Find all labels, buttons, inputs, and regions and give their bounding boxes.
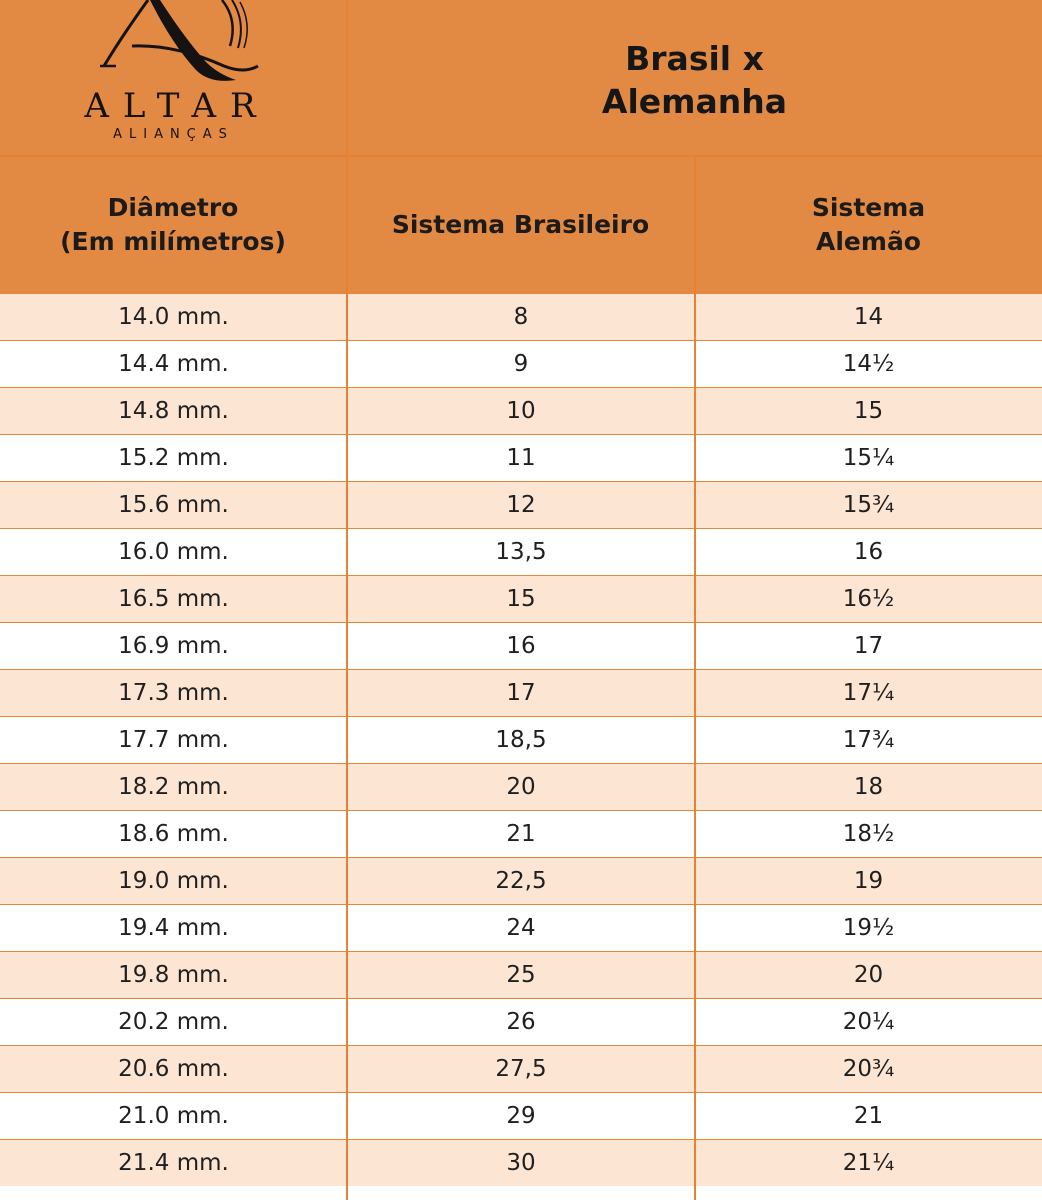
brazilian-size-cell: 22,5 xyxy=(495,868,547,894)
header-divider xyxy=(0,155,1042,157)
diameter-cell: 17.3 mm. xyxy=(118,680,229,706)
table-title: Brasil x Alemanha xyxy=(601,39,788,121)
brazilian-size-cell: 18,5 xyxy=(495,727,547,753)
german-size-cell: 18½ xyxy=(842,821,895,847)
brazilian-size-cell: 27,5 xyxy=(495,1056,547,1082)
diameter-cell: 16.0 mm. xyxy=(118,539,229,565)
brand-subtitle: ALIANÇAS xyxy=(113,127,234,142)
brazilian-size-cell: 30 xyxy=(506,1150,536,1176)
diameter-cell: 16.5 mm. xyxy=(118,586,229,612)
diameter-cell: 14.4 mm. xyxy=(118,351,229,377)
diameter-cell: 18.6 mm. xyxy=(118,821,229,847)
german-size-cell: 20 xyxy=(853,962,884,988)
table-row xyxy=(0,293,1042,340)
german-size-cell: 21 xyxy=(853,1103,884,1129)
german-size-cell: 15¼ xyxy=(842,445,895,471)
brazilian-size-cell: 20 xyxy=(506,774,536,800)
diameter-cell: 19.8 mm. xyxy=(118,962,229,988)
table-row xyxy=(0,857,1042,904)
brazilian-size-cell: 15 xyxy=(506,586,536,612)
diameter-cell: 16.9 mm. xyxy=(118,633,229,659)
german-size-cell: 17¾ xyxy=(842,727,895,753)
table-row xyxy=(0,669,1042,716)
german-size-cell: 20¾ xyxy=(842,1056,895,1082)
diameter-cell: 20.6 mm. xyxy=(118,1056,229,1082)
german-size-cell: 19 xyxy=(853,868,884,894)
german-size-cell: 17 xyxy=(853,633,884,659)
altar-logo xyxy=(0,0,346,156)
diameter-cell: 15.6 mm. xyxy=(118,492,229,518)
brazilian-size-cell: 25 xyxy=(506,962,536,988)
table-row xyxy=(0,904,1042,951)
table-row xyxy=(0,434,1042,481)
diameter-cell: 18.2 mm. xyxy=(118,774,229,800)
brazilian-size-cell: 17 xyxy=(506,680,536,706)
table-row xyxy=(0,951,1042,998)
table-row xyxy=(0,622,1042,669)
brazilian-size-cell: 29 xyxy=(506,1103,536,1129)
table-row xyxy=(0,528,1042,575)
table-row xyxy=(0,340,1042,387)
table-row xyxy=(0,763,1042,810)
brazilian-size-cell: 26 xyxy=(506,1009,536,1035)
table-row xyxy=(0,1092,1042,1139)
brand-name: ALTAR xyxy=(84,86,270,126)
diameter-cell: 14.8 mm. xyxy=(118,398,229,424)
german-size-cell: 16 xyxy=(853,539,884,565)
table-row xyxy=(0,481,1042,528)
table-row xyxy=(0,716,1042,763)
table-row xyxy=(0,1045,1042,1092)
german-size-cell: 20¼ xyxy=(842,1009,895,1035)
diameter-cell: 15.2 mm. xyxy=(118,445,229,471)
german-size-cell: 17¼ xyxy=(842,680,895,706)
altar-monogram-icon xyxy=(0,0,346,100)
column-divider-1 xyxy=(346,0,348,1200)
brazilian-size-cell: 10 xyxy=(506,398,536,424)
brazilian-size-cell: 8 xyxy=(513,304,529,330)
german-size-cell: 14 xyxy=(853,304,884,330)
diameter-cell: 19.0 mm. xyxy=(118,868,229,894)
german-size-cell: 18 xyxy=(853,774,884,800)
column-divider-2 xyxy=(694,156,696,1200)
brazilian-size-cell: 13,5 xyxy=(495,539,547,565)
diameter-cell: 21.4 mm. xyxy=(118,1150,229,1176)
diameter-cell: 21.0 mm. xyxy=(118,1103,229,1129)
german-size-cell: 15¾ xyxy=(842,492,895,518)
german-size-cell: 15 xyxy=(853,398,884,424)
diameter-cell: 17.7 mm. xyxy=(118,727,229,753)
table-row xyxy=(0,810,1042,857)
german-size-cell: 14½ xyxy=(842,351,895,377)
table-row xyxy=(0,387,1042,434)
brazilian-size-cell: 11 xyxy=(506,445,536,471)
brazilian-size-cell: 21 xyxy=(506,821,536,847)
german-size-cell: 19½ xyxy=(842,915,895,941)
diameter-cell: 19.4 mm. xyxy=(118,915,229,941)
german-size-cell: 16½ xyxy=(842,586,895,612)
diameter-cell: 14.0 mm. xyxy=(118,304,229,330)
column-header-diameter: Diâmetro (Em milímetros) xyxy=(0,157,346,293)
german-size-cell: 21¼ xyxy=(842,1150,895,1176)
brazilian-size-cell: 24 xyxy=(506,915,536,941)
brazilian-size-cell: 16 xyxy=(506,633,536,659)
table-row xyxy=(0,1139,1042,1186)
brazilian-size-cell: 12 xyxy=(506,492,536,518)
table-row xyxy=(0,998,1042,1045)
brazilian-size-cell: 9 xyxy=(513,351,529,377)
column-header-brazilian-system: Sistema Brasileiro xyxy=(347,157,694,293)
table-row xyxy=(0,575,1042,622)
size-table-body xyxy=(0,293,1042,1186)
diameter-cell: 20.2 mm. xyxy=(118,1009,229,1035)
column-header-german-system: Sistema Alemão xyxy=(695,157,1042,293)
